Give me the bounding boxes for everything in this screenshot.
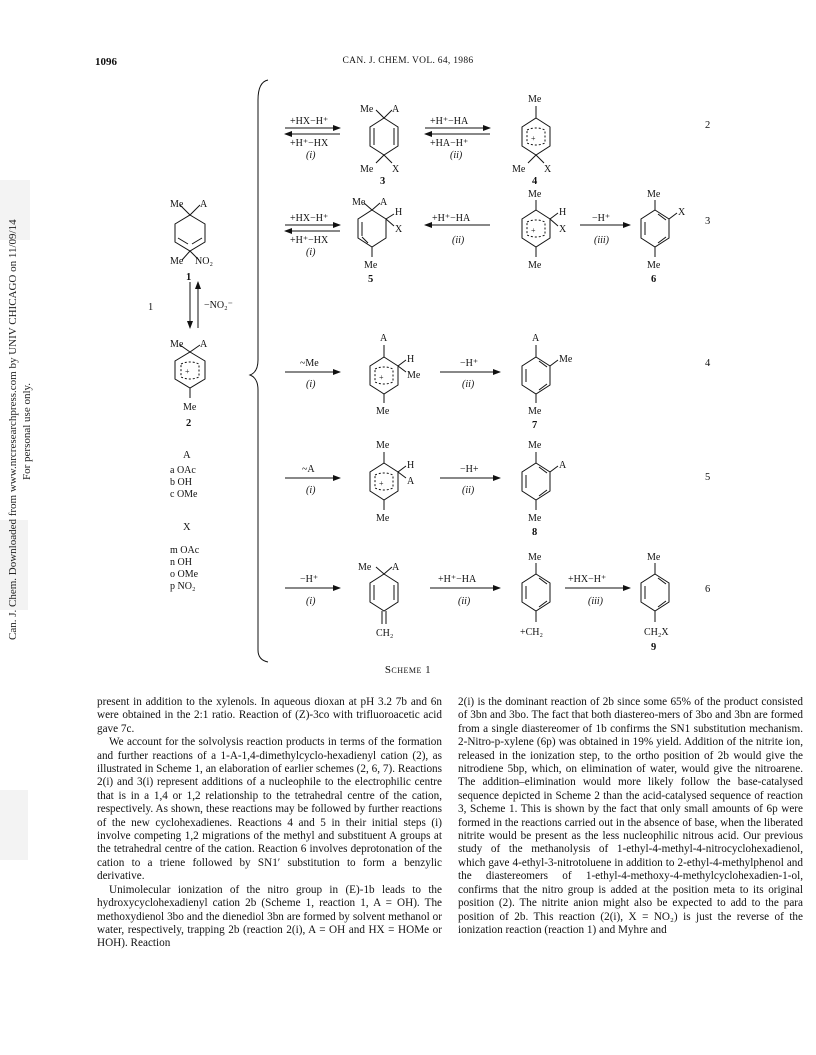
structure-stroke (398, 466, 406, 472)
structure-label: Me (364, 260, 378, 271)
arrow-label: +HA−H⁺ (430, 138, 469, 149)
structure-stroke (398, 472, 406, 478)
watermark-line-2: For personal use only. (21, 382, 33, 480)
structure-label: Me (528, 513, 542, 524)
arrow-label: (ii) (462, 379, 475, 390)
structure-stroke (386, 219, 394, 226)
structure-label: Me (647, 260, 661, 271)
structure-label: Me (407, 370, 421, 381)
reaction-1-label: −NO₂⁻ (204, 300, 233, 311)
legend-x-item: m OAc (170, 545, 200, 556)
legend-a-item: b OH (170, 477, 192, 488)
arrow-label: +H⁺−HA (432, 213, 471, 224)
structure-label: Me (528, 552, 542, 563)
arrow-label: +HX−H⁺ (568, 574, 607, 585)
structure-stroke (669, 213, 677, 219)
arrow-label: (iii) (588, 596, 603, 607)
arrow-label: +H⁺−HA (430, 116, 469, 127)
compound-9-structure (641, 563, 669, 622)
scheme-caption: Scheme 1 (384, 664, 432, 676)
structure-label: A (559, 460, 567, 471)
structure-stroke (370, 463, 398, 500)
structure-stroke (384, 155, 392, 163)
structure-label: CH₂ (376, 628, 394, 639)
structure-label: Me (559, 354, 573, 365)
structure-stroke (190, 345, 200, 352)
arrow-label: +H⁺−HX (290, 235, 329, 246)
structure-label: + (379, 479, 384, 488)
paragraph: We account for the solvolysis reaction products in terms of the formation and further reactions of a 1-A-1,4-dimethylcyclo-hexadienyl cation (2), as illustrated in Scheme 1, an elaboration of earlier schemes (2, 6, 7). Reactions 2(i) and 3(i) represent additions of a nucleophile to the electrophilic centre that is in a 1,4 or 1,2 relationship to the tetrahedral centre of the cation, respectively. As shown, these reactions may be followed by further reactions of the new cyclohexadienes. Reactions 4 and 5 in their initial steps (i) involve competing 1,2 migrations of the methyl and substituent A groups at the tetrahedral centre of the cation. Reaction 6 involves deprotonation of the cation to a triene followed by SN1′ substitution to form a benzylic derivative. (97, 736, 442, 883)
structure-label: + (531, 226, 536, 235)
arrow-label: (i) (306, 485, 316, 496)
compound-number: 1 (186, 272, 192, 283)
structure-label: Me (376, 440, 390, 451)
compound-7-structure (522, 345, 558, 403)
compound-3-structure (370, 110, 398, 163)
structure-label: A (392, 562, 400, 573)
structure-stroke (376, 110, 384, 118)
legend-x-item: o OMe (170, 569, 199, 580)
legend-x-item: n OH (170, 557, 192, 568)
structure-label: Me (170, 199, 184, 210)
structure-label: A (532, 333, 540, 344)
legend-a-item: a OAc (170, 465, 196, 476)
paragraph: present in addition to the xylenols. In aqueous dioxan at pH 3.2 7b and 6n were obtained in the 2:1 ratio. Reaction of (Z)-3co with trifluoroacetic acid gave 7c. (97, 696, 442, 735)
structure-label: A (380, 197, 388, 208)
structure-label: Me (528, 189, 542, 200)
structure-label: + (531, 134, 536, 143)
structure-stroke (375, 473, 393, 490)
structure-stroke (386, 214, 394, 219)
arrow-label: (i) (306, 379, 316, 390)
compound-4-structure (522, 106, 550, 163)
compound-7-cation-structure (370, 345, 406, 403)
structure-label: X (395, 224, 403, 235)
arrow-label: +H⁺−HX (290, 138, 329, 149)
structure-label: Me (183, 402, 197, 413)
watermark-line-1: Can. J. Chem. Downloaded from www.nrcresearchpress.com by UNIV CHICAGO on 11/09/14 (7, 219, 19, 640)
reaction-1-number: 1 (148, 302, 154, 313)
structure-label: + (379, 373, 384, 382)
structure-label: +CH₂ (520, 627, 544, 638)
structure-label: Me (360, 104, 374, 115)
arrow-label: +HX−H⁺ (290, 213, 329, 224)
arrow-label: −H⁺ (300, 574, 319, 585)
structure-stroke (148, 94, 711, 653)
structure-stroke (550, 466, 558, 472)
compound-number: 4 (532, 176, 538, 187)
structure-label: A (200, 199, 208, 210)
arrow-label: −H⁺ (460, 358, 479, 369)
arrow-label: ~A (302, 464, 315, 475)
structure-label: A (392, 104, 400, 115)
structure-stroke (527, 220, 545, 237)
arrow-label: (i) (306, 596, 316, 607)
compound-triene-structure (370, 567, 398, 624)
compound-number: 8 (532, 527, 538, 538)
arrow-label: −H+ (460, 464, 479, 475)
compound-number: 7 (532, 420, 538, 431)
compound-5-structure (358, 203, 394, 257)
structure-stroke (372, 203, 380, 210)
structure-label: A (200, 339, 208, 350)
structure-label: Me (170, 339, 184, 350)
structure-stroke (375, 367, 393, 384)
structure-stroke (175, 215, 205, 251)
compound-8-structure (522, 452, 558, 510)
structure-stroke (550, 360, 558, 366)
structure-stroke (178, 238, 188, 244)
compound-8-cation-structure (370, 452, 406, 510)
compound-5b-cation-structure (522, 200, 558, 257)
structure-label: Me (352, 197, 366, 208)
legend-a-title: A (183, 450, 191, 461)
arrow-label: (ii) (458, 596, 471, 607)
structure-stroke (522, 118, 550, 155)
structure-label: Me (528, 406, 542, 417)
structure-label: H (407, 460, 415, 471)
compound-number: 9 (651, 642, 657, 653)
arrow-label: (ii) (452, 235, 465, 246)
structure-label: Me (358, 562, 372, 573)
structure-label: CH₂X (644, 627, 669, 638)
structure-stroke (550, 219, 558, 226)
arrow-label: (i) (306, 247, 316, 258)
structure-label: Me (528, 260, 542, 271)
row-number: 5 (705, 472, 711, 483)
left-column (97, 696, 442, 951)
right-column (458, 696, 803, 937)
structure-label: A (380, 333, 388, 344)
structure-label: Me (647, 552, 661, 563)
structure-stroke (536, 155, 544, 163)
structure-label: NO₂ (195, 256, 213, 267)
structure-stroke (376, 567, 384, 574)
arrow-label: +H⁺−HA (438, 574, 477, 585)
legend-x-title: X (183, 522, 191, 533)
arrow-label: +HX−H⁺ (290, 116, 329, 127)
compound-number: 3 (380, 176, 386, 187)
legend-a-item: c OMe (170, 489, 198, 500)
structure-stroke (376, 155, 384, 163)
structure-label: Me (647, 189, 661, 200)
compound-number: 5 (368, 274, 374, 285)
arrow-label: (ii) (462, 485, 475, 496)
compound-number: 6 (651, 274, 657, 285)
arrow-label: −H⁺ (592, 213, 611, 224)
structure-stroke (522, 210, 550, 247)
arrow-label: (iii) (594, 235, 609, 246)
structure-stroke (398, 366, 406, 372)
structure-stroke (528, 155, 536, 163)
paragraph: 2(i) is the dominant reaction of 2b since some 65% of the product consisted of 3bn and 3bo. The fact that both diastereo-mers of 3bo and 3bn are formed from a single diastereomer of 1b confirms the SN1 substitution mechanism. 2-Nitro-p-xylene (6p) was obtained in 19% yield. Addition of the nitrite ion, released in the ionization step, to the ortho position of 2b would give the nitrodiene 5bp, which, on elimination of water, would give the nitroarene. The addition–elimination would more likely follow the base-catalysed sequence depicted in Scheme 2 than the acid-catalysed sequence of reaction 3, Scheme 1. This is shown by the fact that only small amounts of 6p were formed in the reactions carried out in the absence of base, when the liberated nitrite would be present as the less nucleophilic nitrous acid. Our previous study of the methanolysis of 1-ethyl-4-methyl-4-nitrocyclohexadienol, which gave 4-ethyl-3-nitrotoluene in addition to 2-ethyl-4-methylphenol and the diastereomers of 1-ethyl-4-methoxy-4-methylcyclohexadien-1-ol, confirms that the nitro group is added at the position meta to its original position (2). The nitrite anion might also be expected to add to the para position of 2b. This reaction (2(i), X = NO₂) is just the reverse of the ionization reaction (reaction 1) and Myhre and (458, 696, 803, 936)
row-number: 2 (705, 120, 711, 131)
structure-label: X (559, 224, 567, 235)
compound-2-structure (175, 345, 205, 398)
structure-label: X (392, 164, 400, 175)
structure-stroke (527, 128, 545, 145)
structure-label: H (559, 207, 567, 218)
structure-label: A (407, 476, 415, 487)
structure-label: Me (528, 440, 542, 451)
arrow-label: (i) (306, 150, 316, 161)
arrow-label: (ii) (450, 150, 463, 161)
structure-label: Me (376, 513, 390, 524)
structure-stroke (192, 238, 202, 244)
structure-label: X (678, 207, 686, 218)
row-number: 3 (705, 216, 711, 227)
row-number: 6 (705, 584, 711, 595)
scan-noise (0, 790, 28, 860)
structure-label: Me (376, 406, 390, 417)
structure-label: + (185, 367, 190, 376)
structure-label: Me (512, 164, 526, 175)
structure-label: Me (360, 164, 374, 175)
structure-stroke (190, 205, 200, 215)
compound-benzyl-cation-structure (522, 563, 550, 622)
compound-1-structure (175, 205, 205, 260)
running-header: CAN. J. CHEM. VOL. 64, 1986 (342, 56, 474, 66)
arrow-label: ~Me (300, 358, 319, 369)
structure-stroke (550, 213, 558, 219)
scheme-brace (250, 80, 268, 662)
compound-number: 2 (186, 418, 192, 429)
structure-label: X (544, 164, 552, 175)
structure-stroke (398, 360, 406, 366)
structure-label: Me (528, 94, 542, 105)
structure-label: H (407, 354, 415, 365)
structure-stroke (181, 362, 199, 379)
paragraph: Unimolecular ionization of the nitro group in (E)-1b leads to the hydroxycyclohexadienyl cation 2b (Scheme 1, reaction 1, A = OH). The methoxydienol 3bo and the dienediol 3bn are formed by solvent methanol or water, respectively, trapping 2b (reaction 2(i), A = OH and HX = HOMe or HOH). Reaction (97, 883, 442, 950)
structure-stroke (384, 110, 392, 118)
structure-label: H (395, 207, 403, 218)
structure-stroke (370, 357, 398, 394)
structure-stroke (175, 352, 205, 388)
row-number: 4 (705, 358, 711, 369)
structure-stroke (384, 567, 392, 574)
structure-label: Me (170, 256, 184, 267)
compound-6-structure (641, 200, 677, 257)
legend-x-item: p NO₂ (170, 581, 196, 592)
page-number: 1096 (95, 56, 117, 68)
